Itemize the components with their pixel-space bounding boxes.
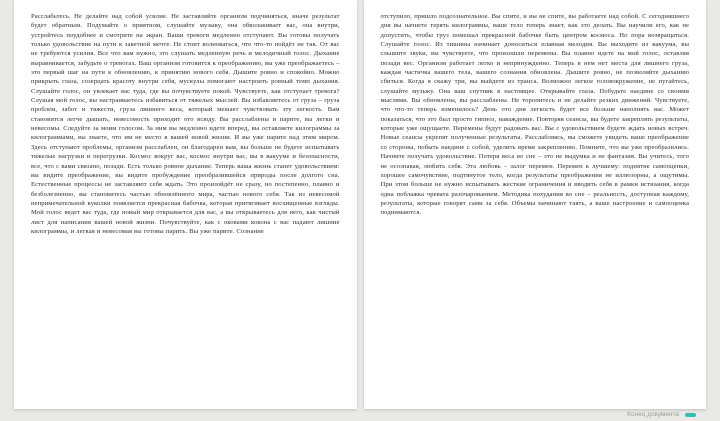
- page-left-text: Расслабьтесь. Не делайте над собой усилие. Не заставляйте организм подчиняться, иначе результат будет обратным. Подумайте о приятном, слушайте музыку, она обволакивает вас, она внутри, устройтесь поудобнее и смотрите на экран. Ваши тревоги медленно отступают. Вы готовы получать только удовольствие на пути к заветной мечте. Не стоит волноваться, что что-то пойдёт не так. От вас не требуются усилия. Все что вам нужно, это слушать медленную речь и мелодичный голос. Дыхание выравнивается, забудьте о тревогах. Ваш организм готовится к преображению, вы уже преображаетесь – это первый шаг на пути к обновлению, к принятию нового себя. Дышите ровно и спокойно. Можно прикрыть глаза, созерцать красоту внутри себя, мускулы помогают настроить ровный темп дыхания. Слушайте голос, он увлекает вас туда, где вы почувствуете покой. Чувствуете, как отступает тревога? Слушая мой голос, вы настраиваетесь избавиться от тяжелых мыслей. Вы избавляетесь от груза – груза проблем, забот и тяжести, груза лишнего веса, который мешает чувствовать эту легкость. Вам становится легче дышать, невесомость приходит ото всюду. Вы расслаблены и парите, вы легки и невесомы. Следуйте за моим голосом. За ним вы медленно идете вперед, вы оставляете килограммы за килограммами, вы знаете, что им не место в вашей новой жизни. И вы уже парите над этим миром. Здесь отступают проблемы, организм расслаблен, он благодарен вам, вы больше не будете испытывать тяжелые нагрузки и перегрузки. Космос вокруг вас, космос внутри вас, вы в вакууме и безопасности, все, что с вами связано, позади. Есть только ровное дыхание. Теперь ваша жизнь станет удовольствием: вы видите преображение, вы видите пробуждение преобразившейся природы после долгого сна. Естественные процессы не заставляют себя ждать. Это произойдёт не сразу, но постепенно, плавно и безболезненно, вы становитесь частью обновлённого мира, частью нового себя. Так из невесомой непримечательной куколки появляется прекрасная бабочка, которая притягивает восхищенные взгляды. Мой голос ведет вас туда, где новый мир открывается для вас, а вы открываетесь для него, как чистый лист для написания вашей новой жизни. Почувствуйте, как с оковами кокона с вас падают лишние килограммы, и легкая и невесомая вы готовы парить. Вы уже парите. Сознание: [31, 13, 340, 235]
- page-spread[interactable]: [14, 0, 706, 409]
- document-footer: [627, 411, 696, 418]
- scroll-progress-indicator[interactable]: [685, 413, 696, 417]
- end-of-document-label: Конец документа: [627, 411, 679, 418]
- page-right-text: отступило, пришло подсознательное. Вы спите, и вы не спите, вы работаете над собой. С сегодняшнего дня вы начнете терять килограммы, ваше тело теперь знает, как это делать. Вы научили его, как не допустить, чтобы груз помешал прекрасной бабочке быть центром космоса. Но пора возвращаться. Слушайте голос. Из тишины начинает доноситься плавная мелодия. Вы выходите из вакуума, вы слышите звуки, вы чувствуете, что произошли перемены. Вы плавно идете на мой голос, оставляя позади вес. Организм работает легко и непринужденно. Теперь в нем нет места для лишнего груза, каждая частичка вашего тела, вашего сознания обновлена. Дышите ровно, не позволяйте дыханию сбиться. Когда я скажу три, вы выйдете из транса. Возможно легкое головокружение, не пугайтесь, слушайте музыку. Она ваш спутник в настоящее. Открывайте глаза. Побудьте наедине со своими мыслями. Вы обновлены, вы расслаблены. Не торопитесь и не делайте резких движений. Чувствуете, что что-то теперь изменилось? День ото дня легкость будет все больше наполнять вас. Может показаться, что это был просто гипноз, наваждение. Повторяя сеансы, вы будете закреплять результаты, которые уже ощущаете. Перемены будут радовать вас. Вы с удовольствием будете ждать новых встреч. Новые сеансы укрепят полученные результаты. Расслабляясь, вы сможете увидеть ваше преображение со стороны, побыть наедине с собой, уделить время закреплению. Помните, что вы уже преобразились. Начните получать удовольствие. Потеря веса во сне – это не выдумка и не фантазия. Вы учитесь, того не осознавая, любить себя. Эта любовь – залог перемен. Перемен к лучшему: поднятие самооценки, хорошее самочувствие, подтянутое тело, когда результаты преображения не иллюзорны, а ощутимы. При этом больше не нужно испытывать жесткие ограничения и вводить себя в рамки истязания, когда одна поблажка чревата разочарованием. Методика похудания во сне – реальность, доступная каждому, результаты, которые говорят сами за себя. Объемы начинают таять, а ваше настроение и самооценка поднимаются.: [380, 13, 689, 217]
- document-page-left: [14, 0, 357, 409]
- document-page-right: [364, 0, 707, 409]
